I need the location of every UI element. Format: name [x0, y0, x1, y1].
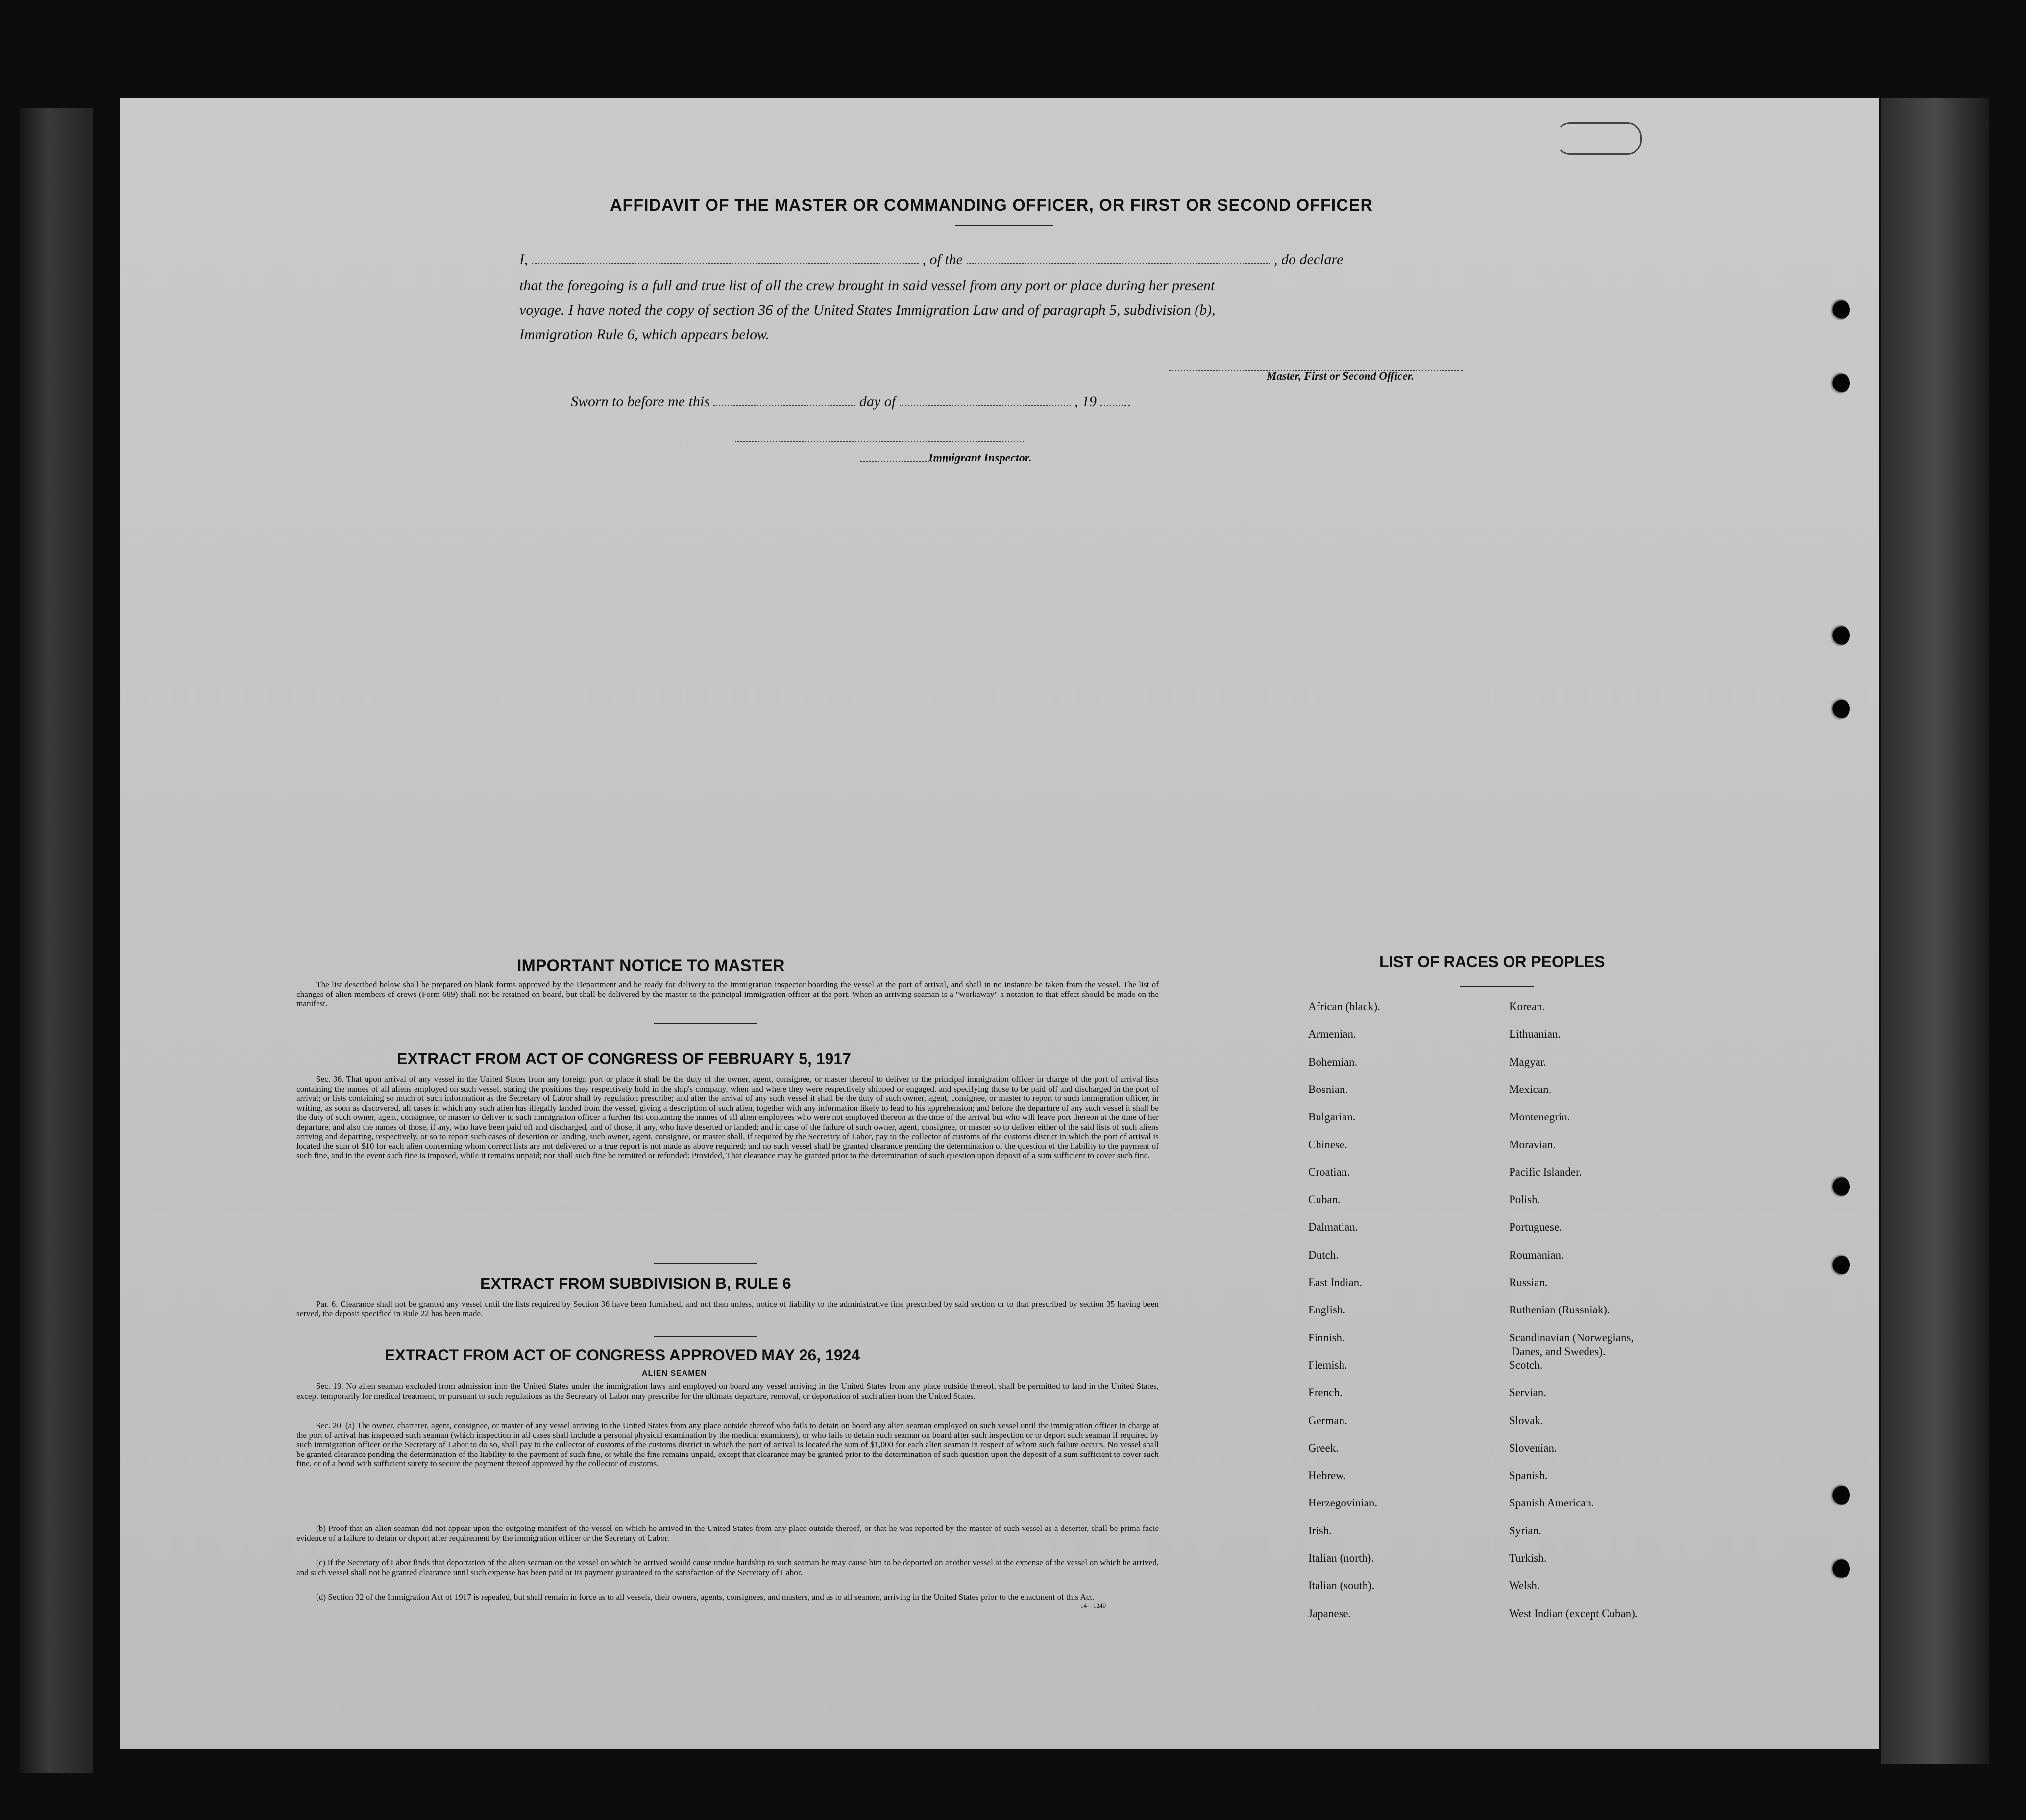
race-item: Lithuanian.	[1509, 1028, 1561, 1041]
day-of-label: day of	[859, 393, 896, 410]
race-item: African (black).	[1308, 1000, 1380, 1013]
extract-1924-sec20b: (b) Proof that an alien seaman did not appear upon the outgoing manifest of the vessel on which he arrived in the United States from any place outside thereof, or that he was reported by the master of such vessel as a deserter, shall be prima facie evidence of a failure to detain or deport after requirement by the immigration officer or the Secretary of Labor.	[296, 1524, 1159, 1543]
race-item: German.	[1308, 1414, 1347, 1427]
of-the-label: , of the	[922, 251, 963, 267]
affidavit-text-line-1: that the foregoing is a full and true list of all the crew brought in said vessel from any port or place during her present	[519, 277, 1215, 293]
race-item: Danes, and Swedes).	[1512, 1345, 1606, 1358]
form-number: 14—1240	[1080, 1602, 1106, 1609]
extract-rule6-title: EXTRACT FROM SUBDIVISION B, RULE 6	[480, 1275, 791, 1292]
affidavit-text-line-2: voyage. I have noted the copy of section 36 of the United States Immigration Law and of paragraph 5, subdivision (b),	[519, 302, 1216, 318]
extract-1924-sec20d: (d) Section 32 of the Immigration Act of 1917 is repealed, but shall remain in force as to all vessels, their owners, agents, consignees, and masters, and as to all seamen, arriving in the United States prior to the enactment of this Act.	[316, 1592, 1095, 1602]
race-item: Croatian.	[1308, 1165, 1350, 1178]
punch-hole-icon	[1830, 698, 1850, 720]
race-item: Roumanian.	[1509, 1248, 1564, 1261]
do-declare-label: , do declare	[1274, 251, 1343, 267]
extract-1917-title: EXTRACT FROM ACT OF CONGRESS OF FEBRUARY 5, 1917	[397, 1050, 851, 1068]
race-item: Japanese.	[1308, 1607, 1351, 1620]
race-item: Bohemian.	[1308, 1055, 1358, 1068]
race-item: Italian (south).	[1308, 1579, 1375, 1592]
divider	[654, 1023, 757, 1024]
extract-1924-title: EXTRACT FROM ACT OF CONGRESS APPROVED MAY 26, 1924	[385, 1346, 860, 1364]
extract-rule6-body: Par. 6. Clearance shall not be granted any vessel until the lists required by Section 36 have been furnished, and not then unless, notice of liability to the administrative fine prescribed by said section or to that prescribed by section 35 having been served, the deposit specified in Rule 22 has been made.	[296, 1299, 1159, 1318]
punch-hole-icon	[1830, 1558, 1850, 1579]
race-item: French.	[1308, 1386, 1343, 1399]
race-item: Flemish.	[1308, 1359, 1347, 1371]
inspector-signature-blank[interactable]	[735, 441, 1024, 442]
race-item: Pacific Islander.	[1509, 1165, 1582, 1178]
punch-hole-icon	[1830, 1254, 1850, 1276]
race-item: Ruthenian (Russniak).	[1509, 1304, 1610, 1316]
notice-title: IMPORTANT NOTICE TO MASTER	[517, 956, 785, 975]
master-signature-label: Master, First or Second Officer.	[1267, 370, 1415, 382]
affidavit-declaration-line	[519, 247, 1597, 272]
sworn-label: Sworn to before me this	[571, 393, 710, 410]
year-label: , 19	[1074, 393, 1097, 410]
race-item: Greek.	[1308, 1441, 1339, 1454]
master-name-blank[interactable]	[532, 252, 919, 264]
race-item: Bosnian.	[1308, 1083, 1348, 1095]
race-item: English.	[1308, 1304, 1346, 1316]
sworn-line	[571, 389, 1404, 414]
sworn-year-blank[interactable]	[1100, 394, 1130, 406]
extract-1924-sec19: Sec. 19. No alien seaman excluded from admission into the United States under the immigration laws and employed on board any vessel arriving in the United States from any place outside thereof, shall be permitted to land in the United States, except temporarily for medical treatment, or pursuant to such regulations as the Secretary of Labor may prescribe for the ultimate departure, removal, or deportation of such alien from the United States.	[296, 1382, 1159, 1401]
divider	[1460, 986, 1534, 987]
race-item: Slovak.	[1509, 1414, 1543, 1427]
race-item: Syrian.	[1509, 1524, 1541, 1537]
sworn-month-blank[interactable]	[900, 394, 1071, 406]
divider	[955, 225, 1053, 226]
race-item: Cuban.	[1308, 1193, 1341, 1206]
document-page	[120, 98, 1879, 1749]
race-item: Finnish.	[1308, 1331, 1345, 1344]
race-item: Spanish.	[1509, 1469, 1548, 1482]
race-item: Dalmatian.	[1308, 1221, 1358, 1234]
race-item: West Indian (except Cuban).	[1509, 1607, 1638, 1620]
divider	[654, 1336, 757, 1337]
race-item: Mexican.	[1509, 1083, 1552, 1095]
race-item: Welsh.	[1509, 1579, 1540, 1592]
race-item: Irish.	[1308, 1524, 1332, 1537]
punch-hole-icon	[1830, 1484, 1850, 1506]
inspector-label: Immigrant Inspector.	[928, 452, 1032, 464]
race-item: Turkish.	[1509, 1552, 1547, 1564]
race-item: Portuguese.	[1509, 1221, 1562, 1234]
race-item: Moravian.	[1509, 1138, 1556, 1151]
race-item: Armenian.	[1308, 1028, 1356, 1041]
punch-hole-icon	[1830, 625, 1850, 646]
extract-1917-body: Sec. 36. That upon arrival of any vessel in the United States from any foreign port or place it shall be the duty of the owner, agent, consignee, or master thereof to deliver to the principal immigration officer in charge of the port of arrival lists containing the names of all aliens employed on such vessel, stating the positions they respectively hold in the ship's company, when and where they were respectively shipped or engaged, and specifying those to be paid off and discharged in the port of arrival; or lists containing so much of such information as the Secretary of Labor shall by regulation prescribe; and after the arrival of any such vessel it shall be the duty of such owner, agent, consignee, or master to report to such immigration officer, in writing, as soon as discovered, all cases in which any such alien has illegally landed from the vessel, giving a description of such alien, together with any information likely to lead to his apprehension; and before the departure of any such vessel it shall be the duty of such owner, agent, consignee, or master to deliver to such immigration officer a further list containing the names of all alien employees who were not employed thereon at the time of the arrival but who will leave port thereon at the time of her departure, and also the names of those, if any, who have been paid off and discharged, and of those, if any, who have deserted or landed; and in case of the failure of such owner, agent, consignee, or master so to deliver either of the said lists of such aliens arriving and departing, respectively, or so to report such cases of desertion or landing, such owner, agent, consignee, or master shall, if required by the Secretary of Labor, pay to the collector of customs of the customs district in which the port of arrival is located the sum of $10 for each alien concerning whom correct lists are not delivered or a true report is not made as above required; and no such vessel shall be granted clearance pending the determination of the question of the liability to the payment of such fine, and in the event such fine is imposed, while it remains unpaid; nor shall such fine be remitted or refunded: Provided, That clearance may be granted prior to the determination of such question upon deposit of a sum sufficient to cover such fine.	[296, 1074, 1159, 1160]
race-item: Chinese.	[1308, 1138, 1347, 1151]
race-item: Herzegovinian.	[1308, 1497, 1378, 1509]
extract-1924-sec20c: (c) If the Secretary of Labor finds that deportation of the alien seaman on the vessel on which he arrived would cause undue hardship to such seaman he may cause him to be deported on another vessel at the expense of the vessel on which he arrived, and such vessel shall not be granted clearance until such expense has been paid or its payment guaranteed to the satisfaction of the Secretary of Labor.	[296, 1558, 1159, 1577]
race-item: Spanish American.	[1509, 1497, 1594, 1509]
races-title: LIST OF RACES OR PEOPLES	[1379, 953, 1605, 971]
i-label: I,	[519, 251, 528, 267]
race-item: Italian (north).	[1308, 1552, 1374, 1564]
race-item: Scandinavian (Norwegians,	[1509, 1331, 1634, 1344]
race-item: Polish.	[1509, 1193, 1540, 1206]
race-item: East Indian.	[1308, 1276, 1362, 1288]
scan-background-left	[20, 108, 93, 1773]
punch-hole-icon	[1830, 299, 1850, 320]
punch-hole-icon	[1830, 1176, 1850, 1197]
race-item: Slovenian.	[1509, 1441, 1557, 1454]
affidavit-text-line-3: Immigration Rule 6, which appears below.	[519, 326, 770, 342]
extract-1924-subtitle: ALIEN SEAMEN	[642, 1369, 707, 1378]
notice-body: The list described below shall be prepared on blank forms approved by the Department and be ready for delivery to the immigration inspector boarding the vessel at the port of arrival, and shall in no instance be taken from the vessel. The list of changes of alien members of crews (Form 689) shall not be retained on board, but shall be delivered by the master to the principal immigration officer at the port. When an arriving seaman is a "workaway" a notation to that effect should be made on the manifest.	[296, 980, 1159, 1008]
race-item: Russian.	[1509, 1276, 1548, 1288]
extract-1924-sec20a: Sec. 20. (a) The owner, charterer, agent, consignee, or master of any vessel arriving in the United States from any place outside thereof who fails to detain on board any alien seaman employed on such vessel until the immigration officer in charge at the port of arrival has inspected such seaman (which inspection in all cases shall include a personal physical examination by the medical examiners), or who fails to detain such seaman on board after such inspection or to deport such seaman if required by such immigration officer or the Secretary of Labor to do so, shall pay to the collector of customs of the customs district in which the port of arrival is located the sum of $1,000 for each alien seaman in respect of whom such failure occurs. No vessel shall be granted clearance pending the determination of the liability to the payment of such fine, or while the fine remains unpaid, except that clearance may be granted prior to the determination of such question upon the deposit of a sum sufficient to cover such fine, or of a bond with sufficient surety to secure the payment thereof approved by the collector of customs.	[296, 1421, 1159, 1468]
race-item: Hebrew.	[1308, 1469, 1346, 1482]
race-item: Scotch.	[1509, 1359, 1543, 1371]
divider	[654, 1263, 757, 1264]
race-item: Dutch.	[1308, 1248, 1339, 1261]
affidavit-title: AFFIDAVIT OF THE MASTER OR COMMANDING OFFICER, OR FIRST OR SECOND OFFICER	[610, 196, 1373, 215]
paper-clip-icon	[1556, 122, 1642, 155]
race-item: Bulgarian.	[1308, 1111, 1356, 1123]
race-item: Korean.	[1509, 1000, 1545, 1013]
race-item: Magyar.	[1509, 1055, 1547, 1068]
race-item: Montenegrin.	[1509, 1111, 1570, 1123]
race-item: Servian.	[1509, 1386, 1547, 1399]
sworn-day-blank[interactable]	[713, 394, 855, 406]
punch-hole-icon	[1830, 372, 1850, 394]
vessel-name-blank[interactable]	[967, 252, 1270, 264]
scan-background-right	[1881, 98, 1989, 1764]
